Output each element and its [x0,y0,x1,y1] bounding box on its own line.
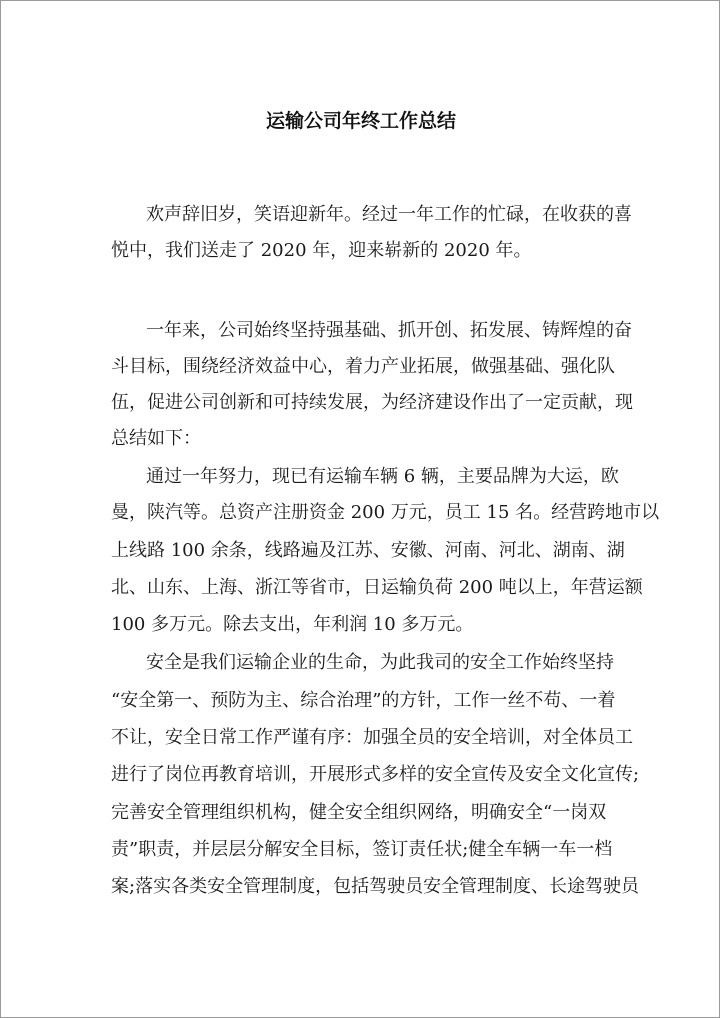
paragraph-1-line-2: 悦中，我们送走了 2020 年，迎来崭新的 2020 年。 [111,240,532,261]
document-title: 运输公司年终工作总结 [265,110,456,132]
paragraph-4-line-2: “安全第一、预防为主、综合治理”的方针，工作一丝不苟、一着 [111,690,616,711]
paragraph-3-line-4: 北、山东、上海、浙江等省市，日运输负荷 200 吨以上，年营运额 [111,577,643,598]
paragraph-2-line-4: 总结如下： [111,428,201,449]
paragraph-3-line-5: 100 多万元。除去支出，年利润 10 多万元。 [111,614,474,635]
paragraph-2-line-1: 一年来，公司始终坚持强基础、抓开创、拓发展、铸辉煌的奋 [146,320,632,341]
paragraph-4-line-1: 安全是我们运输企业的生命，为此我司的安全工作始终坚持 [146,652,614,673]
paragraph-4-line-4: 进行了岗位再教育培训，开展形式多样的安全宣传及安全文化宣传; [111,764,640,785]
paragraph-4-line-5: 完善安全管理组织机构，健全安全组织网络，明确安全“一岗双 [111,802,607,823]
paragraph-2-line-2: 斗目标，围绕经济效益中心，着力产业拓展，做强基础、强化队 [111,356,615,377]
paragraph-2-line-3: 伍，促进公司创新和可持续发展，为经济建设作出了一定贡献，现 [111,392,633,413]
paragraph-4-line-7: 案;落实各类安全管理制度，包括驾驶员安全管理制度、长途驾驶员 [111,876,640,897]
paragraph-3-line-1: 通过一年努力，现已有运输车辆 6 辆，主要品牌为大运，欧 [146,466,619,487]
paragraph-4-line-6: 责”职责，并层层分解安全目标，签订责任状;健全车辆一车一档 [111,839,613,860]
paragraph-4-line-3: 不让，安全日常工作严谨有序：加强全员的安全培训，对全体员工 [111,727,633,748]
paragraph-3-line-2: 曼，陕汽等。总资产注册资金 200 万元，员工 15 名。经营跨地市以 [111,502,660,523]
paragraph-1-line-1: 欢声辞旧岁，笑语迎新年。经过一年工作的忙碌，在收获的喜 [146,204,632,225]
paragraph-3-line-3: 上线路 100 余条，线路遍及江苏、安徽、河南、河北、湖南、湖 [111,540,625,561]
